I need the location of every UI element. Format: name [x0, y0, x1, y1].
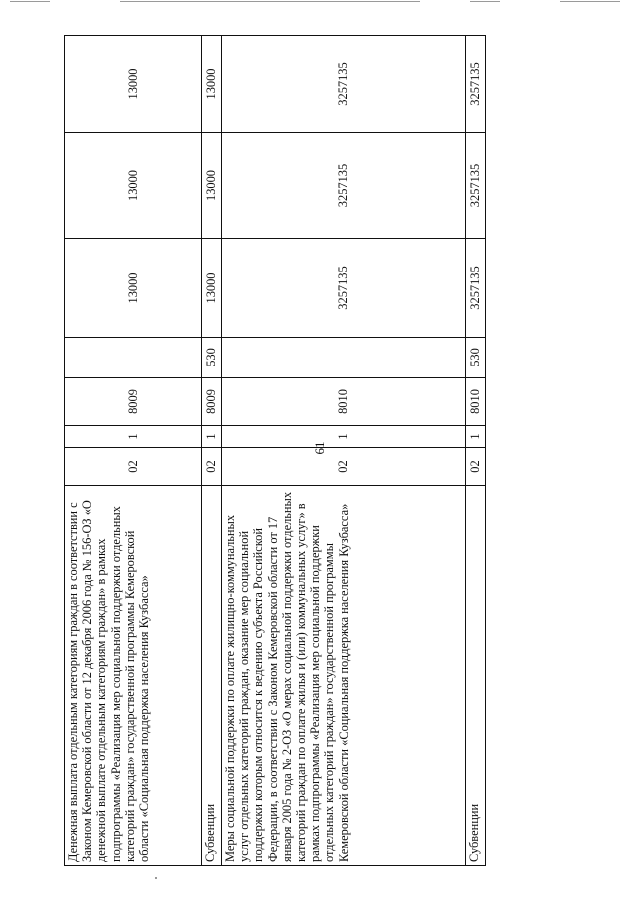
row-name-cell: Денежная выплата отдельным категориям граждан в соответствии с Законом Кемеровской области от 12 декабря 2006 года № 156-ОЗ «О денежной выплате отдельным категориям граждан» в рамках подпрограммы «Реализация мер социальной поддержки отдельных категорий граждан» государственной программы Кемеровской области «Социальная поддержка населения Кузбасса»: [65, 486, 202, 866]
subsection-cell: 1: [466, 426, 486, 448]
table-row: [466, 36, 486, 866]
table-row: [65, 36, 202, 866]
row-name-cell: Меры социальной поддержки по оплате жилищно-коммунальных услуг отдельных категорий граждан, оказание мер социальной поддержки которым относится к ведению субъекта Российской Федерации, в соответствии с Законом Кемеровской области от 17 января 2005 года № 2-ОЗ «О мерах социальной поддержки отдельных категорий граждан по оплате жилья и (или) коммунальных услуг» в рамках подпрограммы «Реализация мер социальной поддержки отдельных категорий граждан» государственной программы Кемеровской области «Социальная поддержка населения Кузбасса»: [222, 486, 466, 866]
target-code-cell: 8009: [65, 378, 202, 426]
expense-type-cell: [65, 338, 202, 378]
page-number: 61: [312, 441, 327, 455]
budget-table-container: [64, 36, 487, 866]
subsection-cell: 1: [222, 426, 466, 448]
row-name-cell: Субвенции: [466, 486, 486, 866]
amount-1-cell: 3257135: [466, 239, 486, 338]
expense-type-cell: [222, 338, 466, 378]
section-cell: 02: [202, 448, 222, 486]
section-cell: 02: [222, 448, 466, 486]
amount-3-cell: 3257135: [222, 36, 466, 133]
table-row: [202, 36, 222, 866]
target-code-cell: 8009: [202, 378, 222, 426]
section-cell: 02: [466, 448, 486, 486]
budget-table: [64, 35, 486, 866]
scan-speck: [155, 877, 157, 879]
scan-edge-marks: [0, 0, 640, 6]
section-cell: 02: [65, 448, 202, 486]
amount-1-cell: 13000: [202, 239, 222, 338]
subsection-cell: 1: [202, 426, 222, 448]
amount-2-cell: 13000: [65, 133, 202, 239]
rotated-page-content: [64, 36, 487, 866]
amount-1-cell: 3257135: [222, 239, 466, 338]
amount-3-cell: 13000: [65, 36, 202, 133]
amount-2-cell: 3257135: [222, 133, 466, 239]
subsection-cell: 1: [65, 426, 202, 448]
amount-3-cell: 13000: [202, 36, 222, 133]
target-code-cell: 8010: [222, 378, 466, 426]
table-row: [222, 36, 466, 866]
amount-2-cell: 3257135: [466, 133, 486, 239]
expense-type-cell: 530: [466, 338, 486, 378]
amount-2-cell: 13000: [202, 133, 222, 239]
amount-3-cell: 3257135: [466, 36, 486, 133]
target-code-cell: 8010: [466, 378, 486, 426]
row-name-cell: Субвенции: [202, 486, 222, 866]
amount-1-cell: 13000: [65, 239, 202, 338]
expense-type-cell: 530: [202, 338, 222, 378]
